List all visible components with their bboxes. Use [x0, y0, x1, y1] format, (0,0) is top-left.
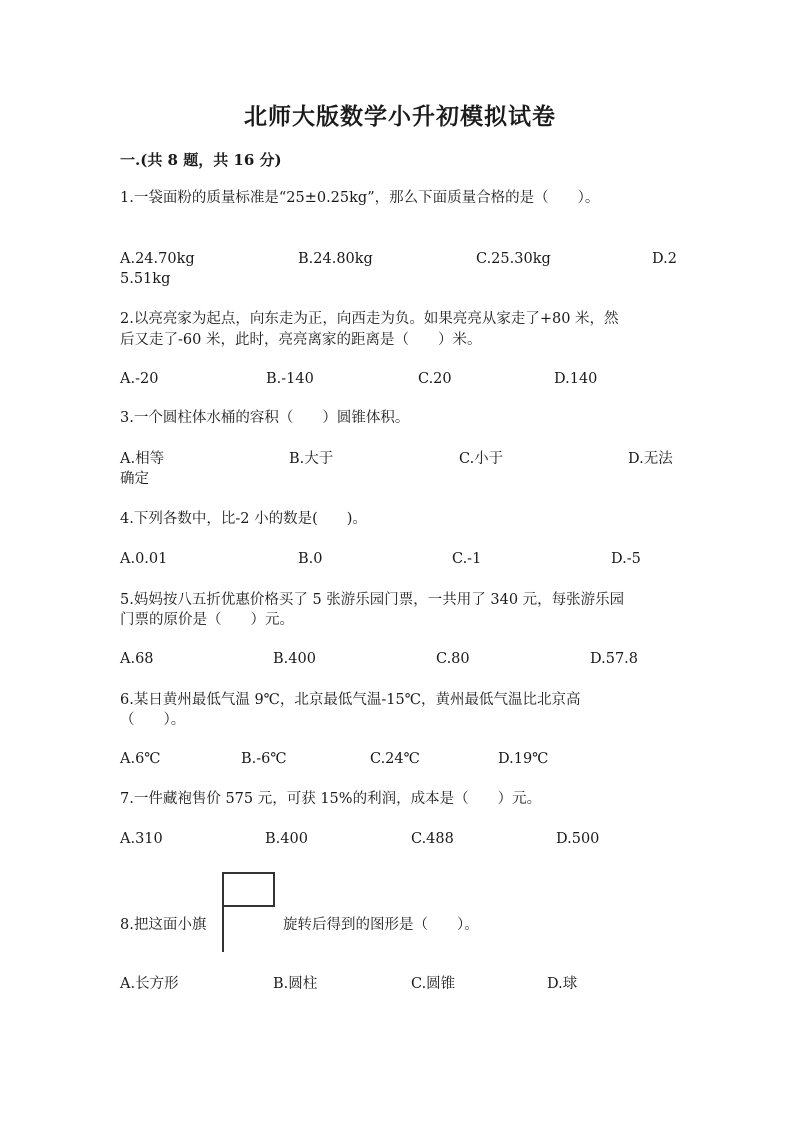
- question-4-option-a: A.0.01: [120, 551, 168, 567]
- question-7-option-c: C.488: [411, 831, 454, 847]
- flag-banner-figure: [222, 872, 275, 907]
- question-5-option-c: C.80: [436, 651, 470, 667]
- question-1-option-b: B.24.80kg: [298, 251, 373, 267]
- question-6-option-c: C.24℃: [370, 751, 420, 767]
- question-3-option-d-continued: 确定: [120, 471, 149, 487]
- question-4-option-b: B.0: [298, 551, 323, 567]
- question-3-option-d: D.无法: [628, 451, 673, 467]
- question-4-stem: 4.下列各数中，比-2 小的数是( )。: [120, 511, 367, 527]
- question-1-stem: 1.一袋面粉的质量标准是“25±0.25kg”，那么下面质量合格的是（ ）。: [120, 190, 600, 206]
- question-3-stem: 3.一个圆柱体水桶的容积（ ）圆锥体积。: [120, 410, 410, 426]
- question-5-stem-line-2: 门票的原价是（ ）元。: [120, 612, 294, 628]
- question-8-option-a: A.长方形: [120, 976, 179, 992]
- question-7-stem: 7.一件藏袍售价 575 元，可获 15%的利润，成本是（ ）元。: [120, 791, 542, 807]
- question-6-option-b: B.-6℃: [241, 751, 287, 767]
- question-1-option-a: A.24.70kg: [120, 251, 195, 267]
- question-5-option-d: D.57.8: [590, 651, 639, 667]
- question-2-stem-line-2: 后又走了-60 米，此时，亮亮离家的距离是（ ）米。: [120, 332, 482, 348]
- question-2-option-b: B.-140: [266, 371, 314, 387]
- question-6-option-d: D.19℃: [498, 751, 549, 767]
- question-2-option-a: A.-20: [120, 371, 159, 387]
- question-6-stem-line-1: 6.某日黄州最低气温 9℃，北京最低气温-15℃，黄州最低气温比北京高: [120, 692, 581, 708]
- question-2-stem-line-1: 2.以亮亮家为起点，向东走为正，向西走为负。如果亮亮从家走了+80 米，然: [120, 311, 619, 327]
- question-2-option-d: D.140: [554, 371, 598, 387]
- question-3-option-c: C.小于: [459, 451, 504, 467]
- question-7-option-d: D.500: [556, 831, 600, 847]
- question-4-option-d: D.-5: [611, 551, 641, 567]
- question-8-option-c: C.圆锥: [411, 976, 456, 992]
- section-heading: 一.(共 8 题，共 16 分): [120, 151, 282, 169]
- question-7-option-b: B.400: [265, 831, 308, 847]
- question-4-option-c: C.-1: [452, 551, 482, 567]
- question-2-option-c: C.20: [418, 371, 452, 387]
- question-5-option-b: B.400: [273, 651, 316, 667]
- question-1-option-d: D.2: [652, 251, 677, 267]
- question-1-option-d-continued: 5.51kg: [120, 271, 171, 287]
- question-3-option-b: B.大于: [289, 451, 334, 467]
- question-5-stem-line-1: 5.妈妈按八五折优惠价格买了 5 张游乐园门票，一共用了 340 元，每张游乐园: [120, 592, 625, 608]
- question-7-option-a: A.310: [120, 831, 163, 847]
- question-8-option-d: D.球: [547, 976, 578, 992]
- question-1-option-c: C.25.30kg: [476, 251, 551, 267]
- question-5-option-a: A.68: [120, 651, 154, 667]
- question-8-stem-after: 旋转后得到的图形是（ ）。: [283, 917, 479, 933]
- question-3-option-a: A.相等: [120, 451, 165, 467]
- question-6-stem-line-2: （ ）。: [120, 712, 186, 728]
- question-8-option-b: B.圆柱: [273, 976, 318, 992]
- page-title: 北师大版数学小升初模拟试卷: [244, 103, 556, 130]
- question-8-stem-before: 8.把这面小旗: [120, 917, 207, 933]
- question-6-option-a: A.6℃: [120, 751, 161, 767]
